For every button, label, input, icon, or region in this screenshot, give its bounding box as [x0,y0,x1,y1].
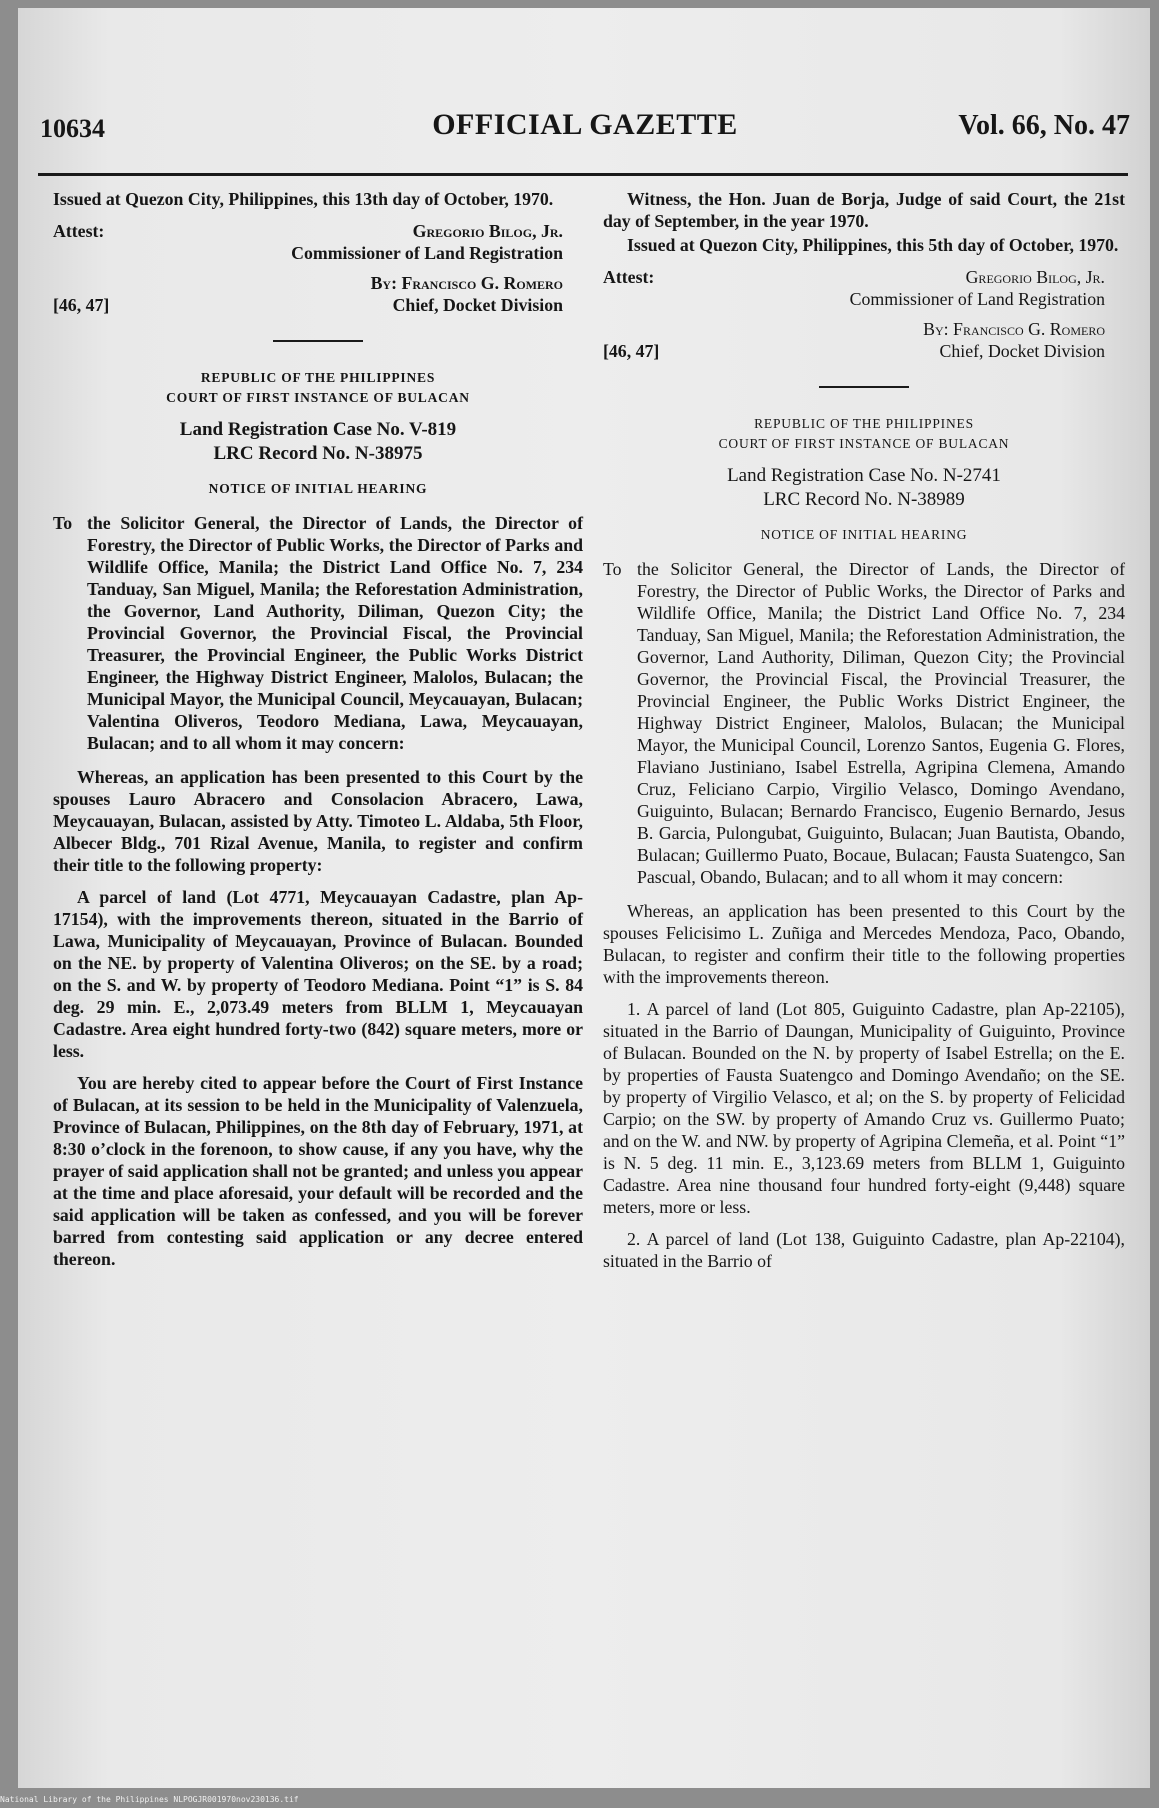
case-number: Land Registration Case No. V-819 [179,419,457,440]
parcel-paragraph: A parcel of land (Lot 4771, Meycauayan Cadastre, plan Ap-17154), with the improvements thereon, situated in the Barrio of Lawa, Municipality of Meycauayan, Province of Bulacan. Bounded on the NE. by property of Valentina Oliveros; on the SE. by a road; on the S. and W. by property of Teodoro Mediana. Point “1” is S. 84 deg. 29 min. E., 2,073.49 meters from BLLM 1, Meycauayan Cadastre. Area eight hundred forty-two (842) square meters, more or less. [53,887,583,1061]
issued-line: Issued at Quezon City, Philippines, this 13th day of October, 1970. [53,189,554,209]
scan-footer: National Library of the Philippines NLPOGJR001970nov230136.tif [0,1795,299,1804]
addressee-block [53,512,583,754]
issue-reference: [46, 47] [603,341,660,361]
by-name: By: Francisco G. Romero [923,319,1105,339]
by-title: Chief, Docket Division [939,341,1105,361]
court-heading: COURT OF FIRST INSTANCE OF BULACAN [718,436,1010,451]
issue-reference: [46, 47] [53,295,110,315]
lrc-record-number: LRC Record No. N-38989 [763,489,965,510]
case-numbers [53,418,583,466]
addressee-list: the Solicitor General, the Director of Lands, the Director of Forestry, the Director of Public Works, the Director of Parks and Wildlife Office, Manila; the District Land Office No. 7, 234 Tanduay, San Miguel, Manila; the Reforestation Administration, the Governor, Land Authority, Diliman, Quezon City; the Provincial Governor, the Provincial Fiscal, the Provincial Treasurer, the Provincial Engineer, the Public Works District Engineer, the Highway District Engineer, Malolos, Bulacan; the Municipal Mayor, the Municipal Council, Meycauayan, Bulacan; Valentina Oliveros, Teodoro Mediana, Lawa, Meycauayan, Bulacan; and to all whom it may concern: [87,513,583,753]
republic-heading: REPUBLIC OF THE PHILIPPINES [200,370,436,385]
by-block [603,318,1125,362]
notice-heading: NOTICE OF INITIAL HEARING [208,481,428,496]
attest-block [603,266,1125,362]
gazette-title: OFFICIAL GAZETTE [432,108,738,141]
parcel-one-paragraph: 1. A parcel of land (Lot 805, Guiguinto Cadastre, plan Ap-22105), situated in the Barrio of Daungan, Municipality of Guiguinto, Province of Bulacan. Bounded on the N. by property of Isabel Estrella; on the E. by properties of Fausta Suatengco and Domingo Avendaño; on the SE. by property of Virgilio Velasco, et al; on the S. by property of Felicidad Carpio; on the SW. by property of Amando Cruz vs. Guillermo Puato; and on the W. and NW. by property of Agripina Clemeña, et al. Point “1” is N. 5 deg. 11 min. E., 3,123.69 meters from BLLM 1, Guiguinto Cadastre. Area nine thousand four hundred forty-eight (9,448) square meters, more or less. [603,999,1125,1217]
case-numbers [603,464,1125,512]
issued-line: Issued at Quezon City, Philippines, this 5th day of October, 1970. [627,235,1119,255]
lrc-record-number: LRC Record No. N-38975 [213,443,423,464]
by-block [53,272,583,316]
whereas-paragraph: Whereas, an application has been presented to this Court by the spouses Felicisimo L. Zuñiga and Mercedes Mendoza, Paco, Obando, Bulacan, to register and confirm their title to the following properties with the improvements thereon. [603,901,1125,987]
section-divider [273,340,363,342]
parcel-two-paragraph: 2. A parcel of land (Lot 138, Guiguinto Cadastre, plan Ap-22104), situated in the Barrio of [603,1229,1125,1271]
republic-heading: REPUBLIC OF THE PHILIPPINES [754,416,974,431]
attest-label: Attest: [603,267,655,287]
header-rule [38,173,1128,176]
section-divider [819,386,909,388]
addressee-block [603,558,1125,888]
to-label: To [603,559,622,579]
by-title: Chief, Docket Division [392,295,563,315]
attest-block [53,220,583,316]
witness-line: Witness, the Hon. Juan de Borja, Judge of said Court, the 21st day of September, in the year 1970. [603,189,1125,231]
to-label: To [53,513,73,533]
signatory-name: Gregorio Bilog, Jr. [965,267,1105,287]
notice-heading: NOTICE OF INITIAL HEARING [760,527,968,542]
court-heading: COURT OF FIRST INSTANCE OF BULACAN [166,390,470,405]
volume-number: Vol. 66, No. 47 [958,110,1130,141]
attest-label: Attest: [53,221,105,241]
gazette-page [18,8,1150,1788]
signatory-title: Commissioner of Land Registration [849,289,1105,309]
left-column [53,188,583,1280]
signatory-title: Commissioner of Land Registration [291,243,563,263]
right-column [603,188,1125,1282]
case-number: Land Registration Case No. N-2741 [727,465,1001,486]
signatory-name: Gregorio Bilog, Jr. [412,221,563,241]
page-header [40,108,1130,148]
whereas-paragraph: Whereas, an application has been presented to this Court by the spouses Lauro Abracero and Consolacion Abracero, Lawa, Meycauayan, Bulacan, assisted by Atty. Timoteo L. Aldaba, 5th Floor, Albecer Bldg., 701 Rizal Avenue, Manila, to register and confirm their title to the following property: [53,767,583,875]
page-number: 10634 [40,114,105,143]
addressee-list: the Solicitor General, the Director of Lands, the Director of Forestry, the Director of Public Works, the Director of Parks and Wildlife Office, Manila; the District Land Office No. 7, 234 Tanduay, San Miguel, Manila; the Reforestation Administration, the Governor, Land Authority, Diliman, Quezon City; the Provincial Governor, the Provincial Fiscal, the Provincial Treasurer, the Provincial Engineer, the Public Works District Engineer, the Highway District Engineer, Malolos, Bulacan; the Municipal Mayor, the Municipal Council, Lorenzo Santos, Eugenia G. Flores, Flaviano Justiniano, Isabel Estrella, Agripina Clemena, Amando Cruz, Feliciano Carpio, Virgilio Velasco, Domingo Avendano, Guiguinto, Bulacan; Bernardo Francisco, Eugenio Bernardo, Jesus B. Garcia, Pulongubat, Guiguinto, Bulacan; Juan Bautista, Obando, Bulacan; Guillermo Puato, Bocaue, Bulacan; Fausta Suatengco, San Pascual, Obando, Bulacan; and to all whom it may concern: [637,559,1125,887]
by-name: By: Francisco G. Romero [370,273,563,293]
citation-paragraph: You are hereby cited to appear before the Court of First Instance of Bulacan, at its session to be held in the Municipality of Valenzuela, Province of Bulacan, Philippines, on the 8th day of February, 1971, at 8:30 o’clock in the forenoon, to show cause, if any you have, why the prayer of said application shall not be granted; and unless you appear at the time and place aforesaid, your default will be recorded and the said application will be taken as confessed, and you will be forever barred from contesting said application or any decree entered thereon. [53,1073,583,1269]
